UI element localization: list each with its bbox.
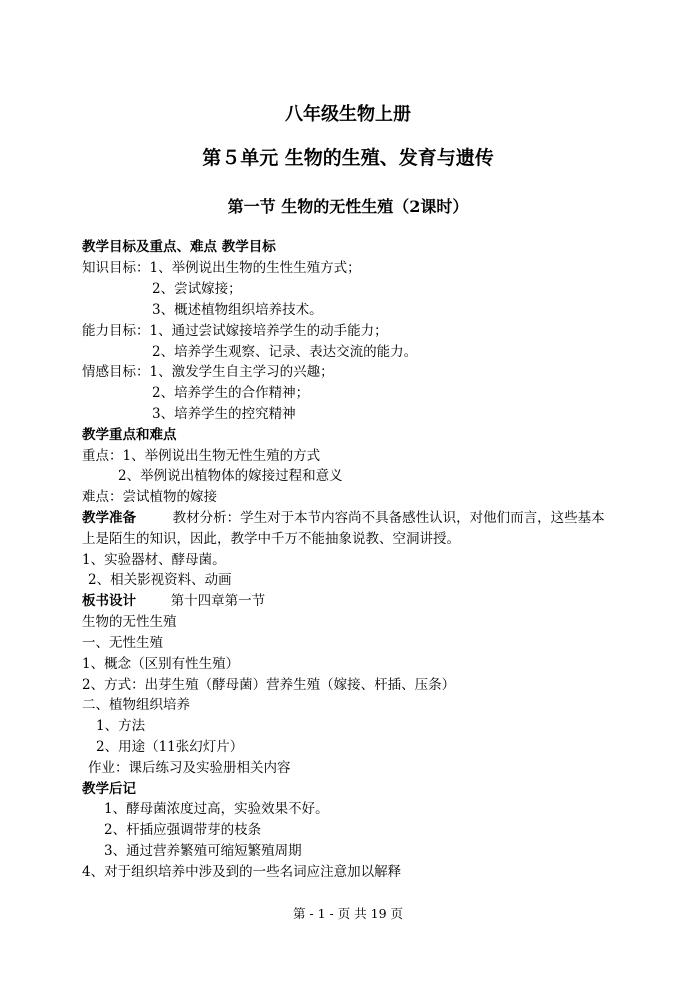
section-title: 第一节 生物的无性生殖（2课时） [227, 197, 469, 216]
objectives-heading: 教学目标及重点、难点 教学目标 [82, 239, 276, 255]
postscript-item-2: 2、杆插应强调带芽的枝条 [104, 822, 262, 838]
emotion-objective-1: 情感目标：1、激发学生自主学习的兴趣； [82, 364, 334, 380]
board-methods: 2、方式：出芽生殖（酵母菌）营养生殖（嫁接、杆插、压条） [82, 677, 456, 693]
page-number: 第 - 1 - 页 共 19 页 [292, 906, 404, 921]
unit-title: 第５单元 生物的生殖、发育与遗传 [202, 147, 494, 169]
material-analysis-line-2: 上是陌生的知识，因此，教学中千万不能抽象说教、空洞讲授。 [82, 531, 460, 547]
board-part-1: 一、无性生殖 [82, 635, 163, 651]
preparation-heading: 教学准备 [82, 510, 136, 526]
material-analysis-line-1: 教材分析：学生对于本节内容尚不具备感性认识，对他们而言，这些基本 [172, 510, 605, 526]
ability-objective-1: 能力目标：1、通过尝试嫁接培养学生的动手能力； [82, 323, 388, 339]
board-line [82, 593, 265, 610]
keypoints-heading: 教学重点和难点 [82, 427, 177, 443]
knowledge-objective-2: 2、尝试嫁接； [152, 281, 242, 297]
board-homework: 作业：课后练习及实验册相关内容 [88, 760, 291, 776]
postscript-item-1: 1、酵母菌浓度过高，实验效果不好。 [104, 801, 329, 817]
postscript-heading: 教学后记 [82, 781, 136, 797]
preparation-item-1: 1、实验器材、酵母菌。 [82, 552, 226, 568]
emotion-objective-2: 2、培养学生的合作精神； [152, 385, 310, 401]
postscript-item-3: 3、通过营养繁殖可缩短繁殖周期 [104, 843, 302, 859]
grade-title: 八年级生物上册 [285, 104, 411, 125]
board-concept: 1、概念（区别有性生殖） [82, 656, 240, 672]
emotion-objective-3: 3、培养学生的控究精神 [152, 406, 296, 422]
difficulty-point: 难点：尝试植物的嫁接 [82, 489, 217, 505]
preparation-item-2: 2、相关影视资料、动画 [88, 572, 232, 588]
board-part-2: 二、植物组织培养 [82, 697, 190, 713]
knowledge-objective-3: 3、概述植物组织培养技术。 [152, 302, 323, 318]
ability-objective-2: 2、培养学生观察、记录、表达交流的能力。 [152, 344, 418, 360]
preparation-line [82, 510, 605, 527]
knowledge-objective-1: 知识目标：1、举例说出生物的生性生殖方式； [82, 260, 361, 276]
board-use: 2、用途（11张幻灯片） [96, 739, 244, 755]
postscript-item-4: 4、对于组织培养中涉及到的一些名词应注意加以解释 [82, 864, 402, 880]
board-title: 生物的无性生殖 [82, 614, 177, 630]
board-method: 1、方法 [96, 718, 146, 734]
board-heading: 板书设计 [82, 593, 136, 609]
focus-point-1: 重点：1、举例说出生物无性生殖的方式 [82, 448, 321, 464]
board-chapter: 第十四章第一节 [170, 593, 266, 609]
focus-point-2: 2、举例说出植物体的嫁接过程和意义 [118, 468, 343, 484]
